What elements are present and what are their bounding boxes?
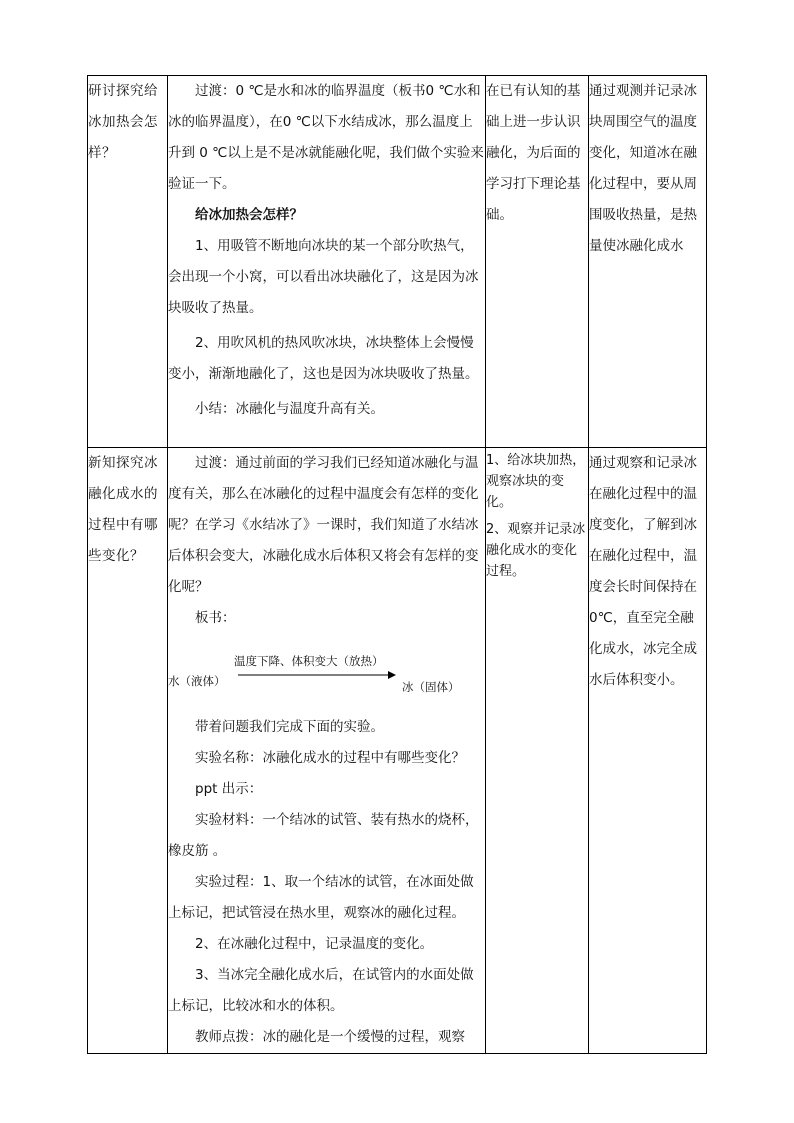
content-cell <box>168 76 486 448</box>
content-paragraph: 过渡：0 ℃是水和冰的临界温度（板书0 ℃水和冰的临界温度），在0 ℃以下水结成冰，那么温度上升到 0 ℃以上是不是冰就能融化呢，我们做个实验来验证一下。 <box>168 83 484 192</box>
student-activity-item: 1、给冰块加热，观察冰块的变化。 <box>486 453 586 510</box>
arrow-label: 温度下降、体积变大（放热） <box>234 654 384 668</box>
table-row <box>88 76 707 448</box>
student-activity-cell: 在已有认知的基础上进一步认识融化，为后面的学习打下理论基础。 <box>486 76 589 448</box>
board-diagram <box>168 636 485 708</box>
summary-paragraph: 小结：冰融化与温度升高有关。 <box>195 401 384 417</box>
content-paragraph: 1、用吸管不断地向冰块的某一个部分吹热气，会出现一个小窝，可以看出冰块融化了，这是因为冰块吸收了热量。 <box>168 238 479 316</box>
design-intent-cell: 通过观测并记录冰块周围空气的温度变化，知道冰在融化过程中，要从周围吸收热量，是热量使冰融化成水 <box>589 76 707 448</box>
diagram-right-label: 冰（固体） <box>402 680 460 694</box>
content-paragraph: ppt 出示： <box>195 781 263 797</box>
content-paragraph: 实验材料：一个结冰的试管、装有热水的烧杯，橡皮筋 。 <box>168 812 479 859</box>
content-paragraph: 2、在冰融化过程中，记录温度的变化。 <box>195 936 434 952</box>
section-heading: 给冰加热会怎样？ <box>195 207 303 223</box>
content-paragraph: 3、当冰完全融化成水后，在试管内的水面处做上标记，比较冰和水的体积。 <box>168 967 474 1014</box>
stage-cell: 研讨探究给冰加热会怎样？ <box>88 76 168 448</box>
diagram-left-label: 水（液体） <box>168 674 226 688</box>
content-cell <box>168 448 486 1054</box>
board-label: 板书： <box>195 610 236 626</box>
content-paragraph: 教师点拨：冰的融化是一个缓慢的过程，观察 <box>195 1029 465 1045</box>
student-activity-cell <box>486 448 589 1054</box>
content-paragraph: 2、用吹风机的热风吹冰块，冰块整体上会慢慢变小，渐渐地融化了，这也是因为冰块吸收了热量。 <box>168 335 479 382</box>
student-activity-item: 2、观察并记录冰融化成水的变化过程。 <box>486 522 586 579</box>
content-paragraph: 过渡：通过前面的学习我们已经知道冰融化与温度有关，那么在冰融化的过程中温度会有怎样的变化呢？在学习《水结冰了》一课时，我们知道了水结冰后体积会变大，冰融化成水后体积又将会有怎样的变化呢？ <box>168 455 479 595</box>
design-intent-cell: 通过观察和记录冰在融化过程中的温度变化，了解到冰在融化过程中，温度会长时间保持在0℃，直至完全融化成水，冰完全成水后体积变小。 <box>589 448 707 1054</box>
right-arrow-icon <box>238 668 398 682</box>
stage-cell: 新知探究冰融化成水的过程中有哪些变化？ <box>88 448 168 1054</box>
table-row <box>88 448 707 1054</box>
content-paragraph: 实验名称：冰融化成水的过程中有哪些变化？ <box>195 750 465 766</box>
lesson-plan-table <box>87 75 707 1054</box>
content-paragraph: 实验过程：1、取一个结冰的试管，在冰面处做上标记，把试管浸在热水里，观察冰的融化过程。 <box>168 874 474 921</box>
content-paragraph: 带着问题我们完成下面的实验。 <box>195 719 384 735</box>
